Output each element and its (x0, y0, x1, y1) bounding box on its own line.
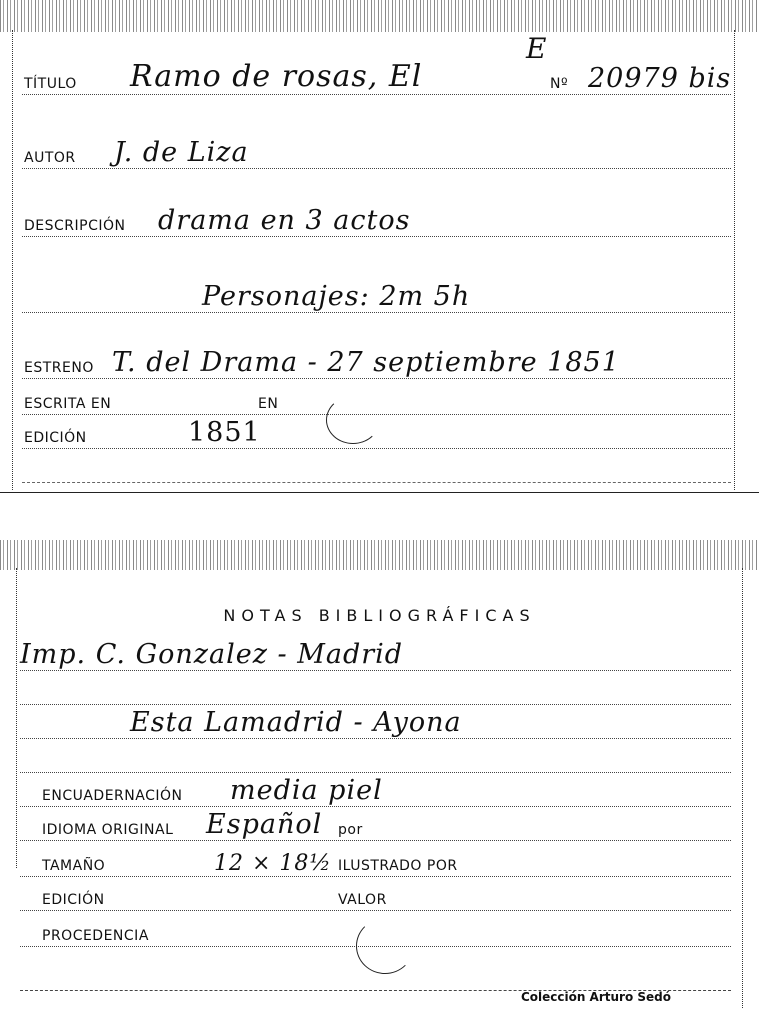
descripcion-label: DESCRIPCIÓN (24, 218, 126, 234)
edicion-back-row (20, 880, 731, 911)
tamano-value: 12 × 18½ (214, 851, 332, 876)
titulo-value: Ramo de rosas, El (130, 59, 423, 94)
idioma-label: IDIOMA ORIGINAL (42, 822, 174, 838)
top-edge-noise (0, 540, 759, 570)
note-row-empty-2 (20, 742, 731, 773)
autor-value: J. de Liza (114, 137, 249, 168)
number-label: Nº (550, 76, 569, 92)
corner-mark: E (526, 32, 547, 65)
right-margin-line (734, 30, 735, 490)
personajes-row (22, 282, 731, 313)
titulo-label: TÍTULO (24, 76, 77, 92)
personajes-value: Personajes: 2m 5h (202, 281, 471, 312)
escrita-label: ESCRITA EN (24, 396, 112, 412)
ilustrado-label: ILUSTRADO POR (338, 858, 458, 874)
titulo-row (22, 59, 732, 95)
top-edge-noise (0, 0, 759, 32)
note-row-empty-1 (20, 674, 731, 705)
note-row-2 (20, 708, 731, 739)
autor-label: AUTOR (24, 150, 76, 166)
encuadernacion-label: ENCUADERNACIÓN (42, 788, 183, 804)
descripcion-value: drama en 3 actos (158, 205, 411, 236)
left-margin-line (12, 30, 13, 490)
back-card (0, 540, 759, 1028)
estreno-value: T. del Drama - 27 septiembre 1851 (112, 347, 620, 378)
edicion-label: EDICIÓN (24, 430, 87, 446)
autor-row (22, 138, 731, 169)
note-2: Esta Lamadrid - Ayona (130, 707, 462, 738)
tamano-row (20, 846, 731, 877)
estreno-row (22, 348, 731, 379)
tamano-label: TAMAÑO (42, 858, 106, 874)
note-1: Imp. C. Gonzalez - Madrid (20, 639, 404, 670)
number-value: 20979 bis (588, 63, 732, 94)
notas-title: NOTAS BIBLIOGRÁFICAS (223, 606, 536, 625)
edicion-back-label: EDICIÓN (42, 892, 105, 908)
note-row-1 (20, 640, 731, 671)
estreno-label: ESTRENO (24, 360, 94, 376)
stamp-mark (326, 396, 380, 444)
en-label: EN (258, 396, 279, 412)
por-label: por (338, 822, 363, 838)
back-bottom-row (20, 960, 731, 991)
edicion-value: 1851 (188, 417, 261, 448)
front-card (0, 0, 759, 493)
valor-label: VALOR (338, 892, 387, 908)
right-margin-line (742, 568, 743, 1008)
encuadernacion-row (20, 776, 731, 807)
front-bottom-row (22, 452, 731, 483)
collection-footer: Colección Arturo Sedó (520, 990, 671, 1004)
encuadernacion-value: media piel (230, 775, 383, 806)
descripcion-row (22, 206, 731, 237)
idioma-row (20, 810, 731, 841)
idioma-value: Español (206, 809, 323, 840)
procedencia-label: PROCEDENCIA (42, 928, 149, 944)
